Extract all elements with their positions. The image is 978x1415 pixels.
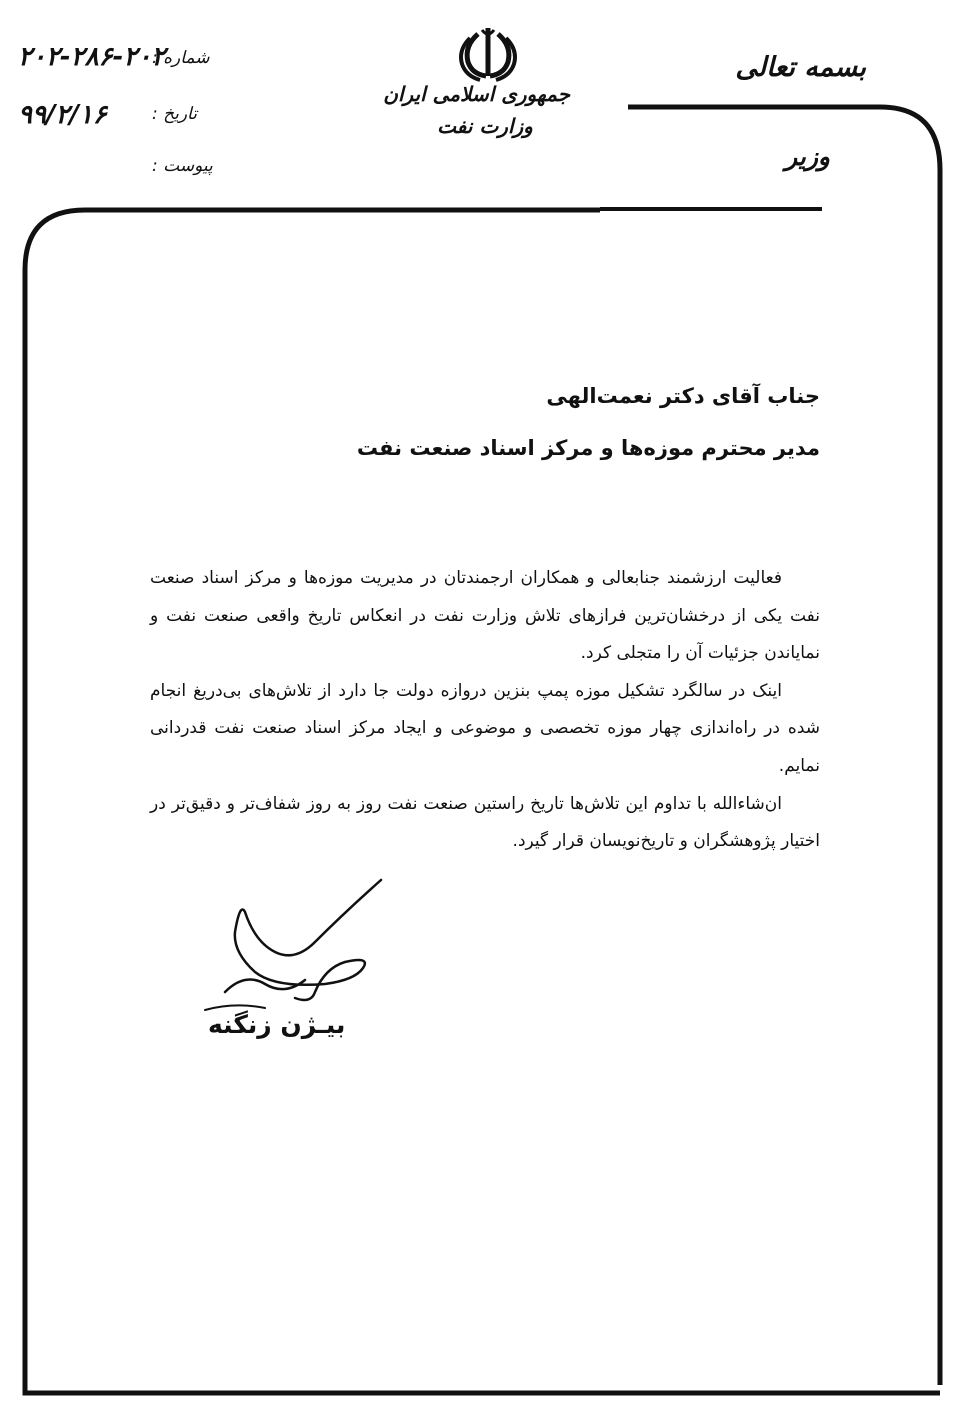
letter-body bbox=[150, 560, 820, 861]
signer-name: بیـژن زنگنه bbox=[208, 1010, 346, 1039]
date-value: ۹۹/۲/۱۶ bbox=[18, 100, 107, 130]
recipient-title: مدیر محترم موزه‌ها و مرکز اسناد صنعت نفت bbox=[356, 436, 820, 460]
invocation-text: بسمه تعالی bbox=[735, 52, 866, 83]
minister-title: وزیر bbox=[785, 142, 830, 171]
recipient-name: جناب آقای دکتر نعمت‌الهی bbox=[546, 384, 820, 408]
handwritten-signature bbox=[195, 872, 395, 1022]
body-paragraph: اینک در سالگرد تشکیل موزه پمپ بنزین دروازه دولت جا دارد از تلاش‌های بی‌دریغ انجام شده در راه‌اندازی چهار موزه تخصصی و موضوعی و ایجاد مرکز اسناد صنعت نفت قدردانی نمایم. bbox=[150, 680, 820, 776]
number-label: شماره : bbox=[152, 48, 210, 68]
body-paragraph: ان‌شاءالله با تداوم این تلاش‌ها تاریخ راستین صنعت نفت روز به روز شفاف‌تر و دقیق‌تر در اختیار پژوهشگران و تاریخ‌نویسان قرار گیرد. bbox=[150, 793, 820, 852]
iran-emblem-icon bbox=[456, 24, 520, 82]
ministry-name: وزارت نفت bbox=[437, 114, 533, 138]
number-value: ۲۰۲-۲۸۶-۲۰۲ bbox=[18, 42, 166, 72]
attachment-label: پیوست : bbox=[152, 156, 213, 176]
body-paragraph: فعالیت ارزشمند جنابعالی و همکاران ارجمندتان در مدیریت موزه‌ها و مرکز اسناد صنعت نفت یکی از درخشان‌ترین فرازهای تلاش وزارت نفت در انعکاس تاریخ واقعی صنعت نفت و نمایاندن جزئیات آن را متجلی کرد. bbox=[150, 568, 820, 664]
date-label: تاریخ : bbox=[152, 104, 197, 124]
country-name: جمهوری اسلامی ایران bbox=[383, 82, 570, 106]
